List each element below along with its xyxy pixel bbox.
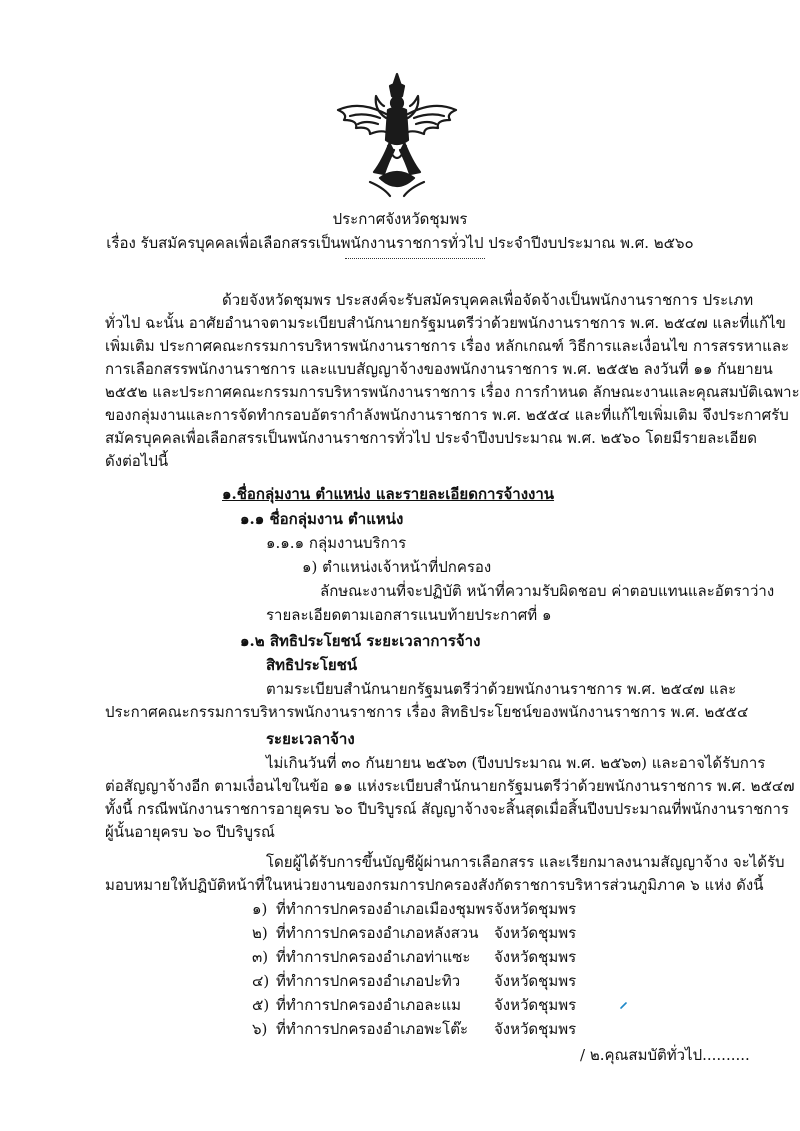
office-name: ที่ทำการปกครองอำเภอปะทิว xyxy=(276,972,461,990)
intro-line: ทั่วไป ฉะนั้น อาศัยอำนาจตามระเบียบสำนักนายกรัฐมนตรีว่าด้วยพนักงานราชการ พ.ศ. ๒๕๔๗ และที่แก้ไข xyxy=(105,314,786,332)
period-line: ผู้นั้นอายุครบ ๖๐ ปีบริบูรณ์ xyxy=(105,823,275,841)
office-province: จังหวัดชุมพร xyxy=(494,996,577,1014)
details-line: รายละเอียดตามเอกสารแนบท้ายประกาศที่ ๑ xyxy=(266,606,552,624)
office-number: ๑) xyxy=(252,900,268,918)
office-number: ๔) xyxy=(252,972,270,990)
benefits-line: ประกาศคณะกรรมการบริหารพนักงานราชการ เรื่อง สิทธิประโยชน์ของพนักงานราชการ พ.ศ. ๒๕๕๔ xyxy=(105,703,749,721)
pen-mark xyxy=(620,1002,627,1009)
announcement-title: ประกาศจังหวัดชุมพร xyxy=(332,210,468,228)
assign-line: มอบหมายให้ปฏิบัติหน้าที่ในหน่วยงานของกรมการปกครองสังกัดราชการบริหารส่วนภูมิภาค ๖ แห่ง ดังนี้ xyxy=(105,876,764,894)
continuation-note: / ๒.คุณสมบัติทั่วไป.......... xyxy=(580,1046,750,1064)
intro-line: ดังต่อไปนี้ xyxy=(105,452,169,470)
office-province: จังหวัดชุมพร xyxy=(494,900,577,918)
intro-line: ๒๕๕๒ และประกาศคณะกรรมการบริหารพนักงานราชการ เรื่อง การกำหนด ลักษณะงานและคุณสมบัติเฉพาะ xyxy=(105,383,800,401)
benefits-heading: สิทธิประโยชน์ xyxy=(266,656,358,674)
intro-line: ด้วยจังหวัดชุมพร ประสงค์จะรับสมัครบุคคลเพื่อจัดจ้างเป็นพนักงานราชการ ประเภท xyxy=(222,291,754,309)
assign-line: โดยผู้ได้รับการขึ้นบัญชีผู้ผ่านการเลือกสรร และเรียกมาลงนามสัญญาจ้าง จะได้รับ xyxy=(266,853,785,871)
office-name: ที่ทำการปกครองอำเภอหลังสวน xyxy=(276,924,479,942)
period-line: ไม่เกินวันที่ ๓๐ กันยายน ๒๕๖๓ (ปีงบประมาณ พ.ศ. ๒๕๖๓) และอาจได้รับการ xyxy=(266,754,766,772)
office-number: ๕) xyxy=(252,996,270,1014)
section1-heading: ๑.ชื่อกลุ่มงาน ตำแหน่ง และรายละเอียดการจ้างงาน xyxy=(222,485,555,503)
period-line: ทั้งนี้ กรณีพนักงานราชการอายุครบ ๖๐ ปีบริบูรณ์ สัญญาจ้างจะสิ้นสุดเมื่อสิ้นปีงบประมาณที่พนักงานราชการ xyxy=(105,800,789,818)
duties-line: ลักษณะงานที่จะปฏิบัติ หน้าที่ความรับผิดชอบ ค่าตอบแทนและอัตราว่าง xyxy=(320,582,775,600)
section111-heading: ๑.๑.๑ กลุ่มงานบริการ xyxy=(266,534,407,552)
office-province: จังหวัดชุมพร xyxy=(494,972,577,990)
intro-line: สมัครบุคคลเพื่อเลือกสรรเป็นพนักงานราชการทั่วไป ประจำปีงบประมาณ พ.ศ. ๒๕๖๐ โดยมีรายละเอียด xyxy=(105,429,758,447)
office-name: ที่ทำการปกครองอำเภอพะโต๊ะ xyxy=(276,1020,469,1038)
garuda-emblem xyxy=(330,70,465,205)
period-heading: ระยะเวลาจ้าง xyxy=(266,730,355,748)
section12-heading: ๑.๒ สิทธิประโยชน์ ระยะเวลาการจ้าง xyxy=(240,632,481,650)
announcement-subject: เรื่อง รับสมัครบุคคลเพื่อเลือกสรรเป็นพนักงานราชการทั่วไป ประจำปีงบประมาณ พ.ศ. ๒๕๖๐ xyxy=(106,234,694,252)
office-province: จังหวัดชุมพร xyxy=(494,924,577,942)
office-number: ๓) xyxy=(252,948,269,966)
office-name: ที่ทำการปกครองอำเภอท่าแซะ xyxy=(276,948,471,966)
office-number: ๒) xyxy=(252,924,268,942)
office-province: จังหวัดชุมพร xyxy=(494,1020,577,1038)
benefits-line: ตามระเบียบสำนักนายกรัฐมนตรีว่าด้วยพนักงานราชการ พ.ศ. ๒๕๔๗ และ xyxy=(266,680,737,698)
intro-line: การเลือกสรรพนักงานราชการ และแบบสัญญาจ้างของพนักงานราชการ พ.ศ. ๒๕๕๒ ลงวันที่ ๑๑ กันยายน xyxy=(105,360,773,378)
office-name: ที่ทำการปกครองอำเภอละแม xyxy=(276,996,462,1014)
office-province: จังหวัดชุมพร xyxy=(494,948,577,966)
period-line: ต่อสัญญาจ้างอีก ตามเงื่อนไขในข้อ ๑๑ แห่งระเบียบสำนักนายกรัฐมนตรีว่าด้วยพนักงานราชการ พ.ศ. ๒๕๔๗ xyxy=(105,777,795,795)
position-title: ๑) ตำแหน่งเจ้าหน้าที่ปกครอง xyxy=(302,558,492,576)
intro-line: ของกลุ่มงานและการจัดทำกรอบอัตรากำลังพนักงานราชการ พ.ศ. ๒๕๕๔ และที่แก้ไขเพิ่มเติม จึงประกาศรับ xyxy=(105,406,789,424)
intro-line: เพิ่มเติม ประกาศคณะกรรมการบริหารพนักงานราชการ เรื่อง หลักเกณฑ์ วิธีการและเงื่อนไข การสรรหาและ xyxy=(105,337,790,355)
section11-heading: ๑.๑ ชื่อกลุ่มงาน ตำแหน่ง xyxy=(240,510,404,528)
office-number: ๖) xyxy=(252,1020,268,1038)
office-name: ที่ทำการปกครองอำเภอเมืองชุมพร xyxy=(276,900,494,918)
separator-dots xyxy=(345,258,485,259)
